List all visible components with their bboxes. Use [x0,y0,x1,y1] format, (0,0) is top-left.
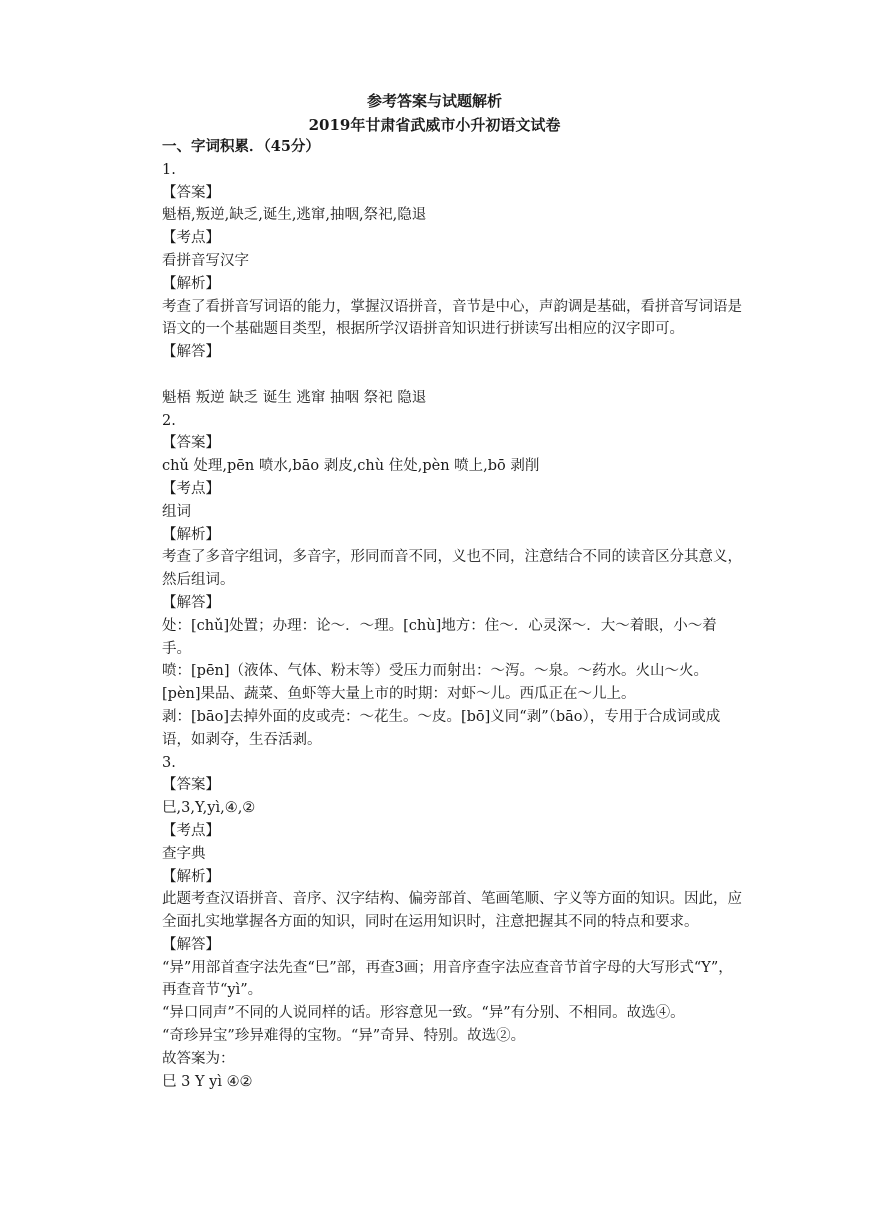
solution-label: 【解答】 [162,936,220,953]
point-label: 【考点】 [162,230,220,247]
answer-label: 【答案】 [162,435,220,452]
solution-text: 处：[chǔ]处置；办理：论～．～理。[chù]地方：住～．心灵深～．大～着眼，小～着手。 [162,617,717,657]
solution-text: 故答案为： [162,1050,235,1067]
answer-text: 魁梧,叛逆,缺乏,诞生,逃窜,抽咽,祭祀,隐退 [162,207,427,224]
solution-label: 【解答】 [162,594,220,611]
analysis-label: 【解析】 [162,526,220,543]
question-number: 2. [162,412,176,429]
solution-text: 喷：[pēn]（液体、气体、粉末等）受压力而射出：～泻。～泉。～药水。火山～火。 [162,663,709,680]
analysis-text: 考查了看拼音写词语的能力，掌握汉语拼音，音节是中心，声韵调是基础，看拼音写词语是语文的一个基础题目类型，根据所学汉语拼音知识进行拼读写出相应的汉字即可。 [162,298,742,338]
solution-text: 剥：[bāo]去掉外面的皮或壳：～花生。～皮。[bō]义同“剥”（bāo），专用于合成词或成语，如剥夺，生吞活剥。 [162,708,721,748]
blank-line [162,364,742,387]
doc-title: 参考答案与试题解析 [366,92,502,110]
point-label: 【考点】 [162,822,220,839]
answer-label: 【答案】 [162,777,220,794]
solution-text: “奇珍异宝”珍异难得的宝物。“异”奇异、特别。故选②。 [162,1028,526,1045]
point-text: 组词 [162,503,191,520]
doc-subtitle: 2019年甘肃省武威市小升初语文试卷 [308,116,561,134]
analysis-text: 此题考查汉语拼音、音序、汉字结构、偏旁部首、笔画笔顺、字义等方面的知识。因此，应全面扎实地掌握各方面的知识，同时在运用知识时，注意把握其不同的特点和要求。 [162,891,742,931]
solution-text: [pèn]果品、蔬菜、鱼虾等大量上市的时期：对虾～儿。西瓜正在～儿上。 [162,686,636,703]
solution-text: 魁梧 叛逆 缺乏 诞生 逃窜 抽咽 祭祀 隐退 [162,389,427,406]
question-number: 3. [162,754,176,771]
solution-text: “异”用部首查字法先查“巳”部，再查3画；用音序查字法应查音节首字母的大写形式“Y”，再查音节“yì”。 [162,959,733,999]
answer-text: 巳,3,Y,yì,④,② [162,800,256,817]
solution-text: 巳 3 Y yì ④② [162,1073,253,1090]
point-label: 【考点】 [162,480,220,497]
analysis-text: 考查了多音字组词，多音字，形同而音不同，义也不同，注意结合不同的读音区分其意义，然后组词。 [162,549,742,589]
solution-text: “异口同声”不同的人说同样的话。形容意见一致。“异”有分别、不相同。故选④。 [162,1005,685,1022]
point-text: 查字典 [162,845,206,862]
analysis-label: 【解析】 [162,275,220,292]
answer-label: 【答案】 [162,184,220,201]
solution-label: 【解答】 [162,344,220,361]
question-number: 1. [162,161,176,178]
analysis-label: 【解析】 [162,868,220,885]
document-body [162,136,742,1093]
answer-text: chǔ 处理,pēn 喷水,bāo 剥皮,chù 住处,pèn 喷上,bō 剥削 [162,458,540,475]
point-text: 看拼音写汉字 [162,252,249,269]
section-heading: 一、字词积累．（45分） [162,138,320,155]
